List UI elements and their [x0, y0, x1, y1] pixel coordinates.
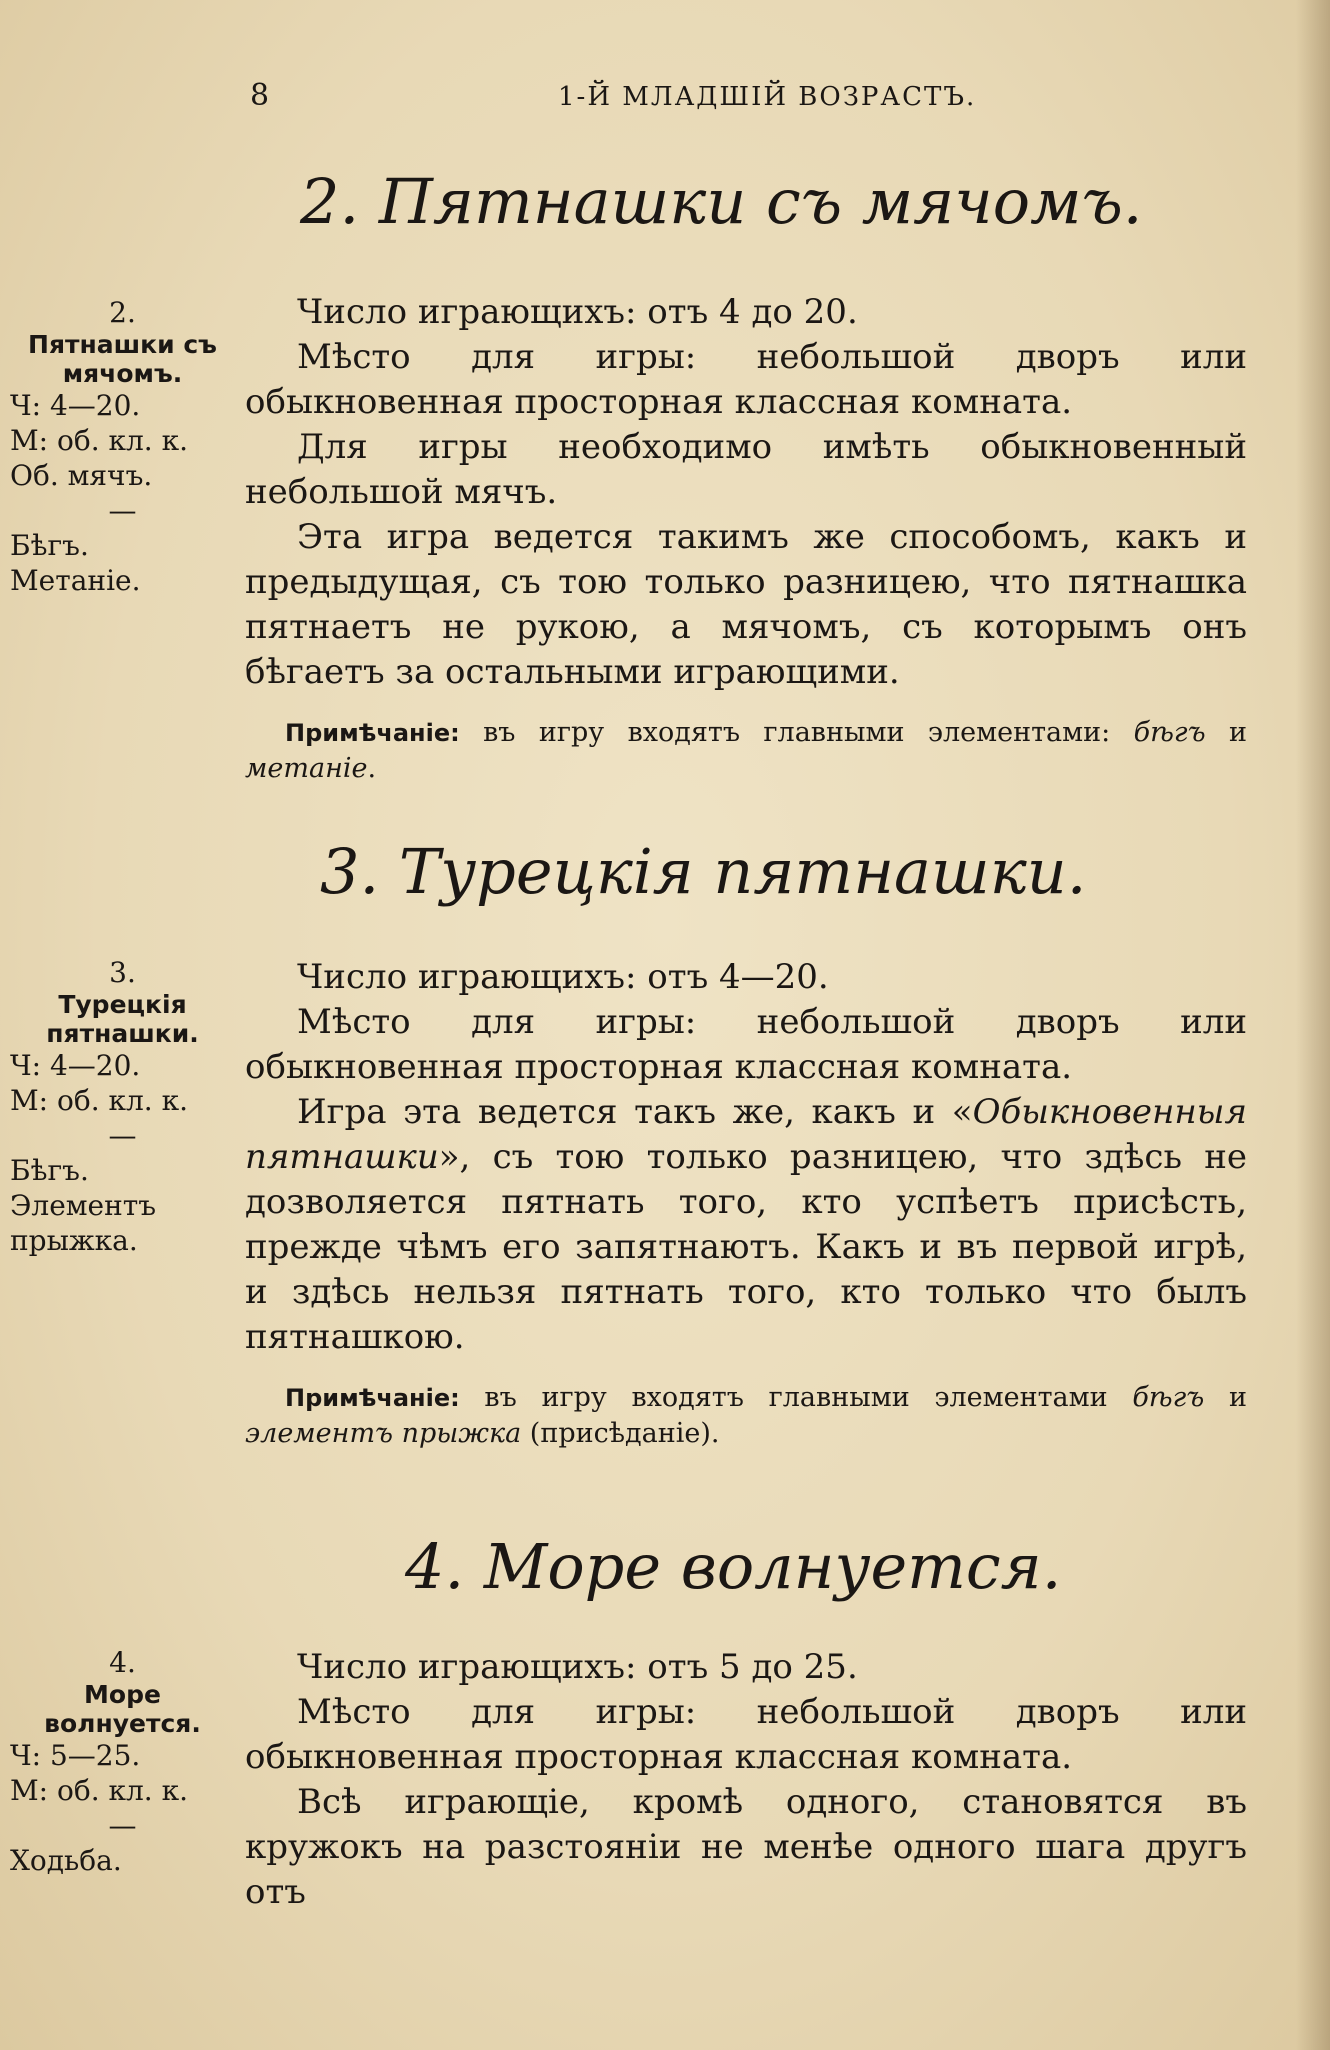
note-tail: . [367, 753, 377, 784]
sidebar-number: 3. [109, 956, 136, 989]
note-conjunction: и [1228, 1382, 1247, 1413]
sidebar-players: Ч: 4—20. [10, 1049, 141, 1082]
paragraph-italic: Обыкновенныя пятнашки [245, 1092, 1247, 1177]
note-tail: (присѣданіе). [529, 1418, 720, 1449]
note-label: Примѣчаніе: [285, 1384, 460, 1412]
note-label: Примѣчаніе: [285, 719, 460, 747]
paragraph: Число играющихъ: отъ 5 до 25. [297, 1647, 858, 1687]
sidebar-players: Ч: 4—20. [10, 389, 141, 422]
note-italic: метаніе [245, 753, 368, 784]
sidebar-place: М: об. кл. к. [10, 1084, 189, 1117]
note-italic: бѣгъ [1133, 717, 1206, 748]
sidebar-element: Бѣгъ. [10, 1154, 89, 1187]
sidebar-equipment: Об. мячъ. [10, 459, 153, 492]
sidebar-dash: — [108, 1809, 137, 1842]
running-head: 1-Й МЛАДШІЙ ВОЗРАСТЪ. [558, 82, 977, 112]
page-number: 8 [250, 78, 270, 113]
section-title-4: 4. Море волнуется. [405, 1530, 1062, 1603]
paragraph [245, 1090, 1247, 1360]
paragraph: Мѣсто для игры: небольшой дворъ или обыкновенная просторная классная комната. [245, 1002, 1247, 1087]
sidebar-section-4 [10, 1645, 235, 1878]
sidebar-element: прыжка. [10, 1224, 138, 1257]
note-italic: элементъ прыжка [245, 1418, 522, 1449]
sidebar-element: Элементъ [10, 1189, 157, 1222]
paragraph: Мѣсто для игры: небольшой дворъ или обыкновенная просторная классная комната. [245, 1692, 1247, 1777]
page-header [0, 78, 1330, 118]
paragraph-end: », съ тою только разницею, что здѣсь не дозволяется пятнать того, кто успѣетъ присѣсть, прежде чѣмъ его запятнаютъ. Какъ и въ первой игрѣ, и здѣсь нельзя пятнать того, кто только что былъ пятнашкою. [245, 1137, 1247, 1357]
sidebar-number: 4. [109, 1646, 136, 1679]
sidebar-game-name: Пятнашки съ мячомъ. [28, 330, 217, 388]
sidebar-element: Бѣгъ. [10, 529, 89, 562]
section-body-4 [245, 1645, 1247, 1915]
note-conjunction: и [1228, 717, 1247, 748]
section-title-2: 2. Пятнашки съ мячомъ. [300, 165, 1143, 238]
note-section-3 [245, 1380, 1247, 1452]
note-section-2 [245, 715, 1247, 787]
paragraph: Всѣ играющіе, кромѣ одного, становятся въ кружокъ на разстояніи не менѣе одного шага другъ отъ [245, 1782, 1247, 1912]
paragraph: Эта игра ведется такимъ же способомъ, какъ и предыдущая, съ тою только разницею, что пятнашка пятнаетъ не рукою, а мячомъ, съ которымъ онъ бѣгаетъ за остальными играющими. [245, 517, 1247, 692]
note-text: въ игру входятъ главными элементами [484, 1382, 1108, 1413]
sidebar-element: Метаніе. [10, 564, 141, 597]
section-body-2 [245, 290, 1247, 695]
sidebar-players: Ч: 5—25. [10, 1739, 141, 1772]
sidebar-section-3 [10, 955, 235, 1258]
page-edge-shadow [1296, 0, 1330, 2050]
sidebar-section-2 [10, 295, 235, 598]
paragraph-start: Игра эта ведется такъ же, какъ и « [297, 1092, 973, 1132]
section-title-3: 3. Турецкія пятнашки. [320, 835, 1087, 908]
sidebar-dash: — [108, 494, 137, 527]
sidebar-place: М: об. кл. к. [10, 1774, 189, 1807]
sidebar-dash: — [108, 1119, 137, 1152]
sidebar-element: Ходьба. [10, 1844, 122, 1877]
sidebar-game-name: Турецкія пятнашки. [46, 990, 199, 1048]
sidebar-place: М: об. кл. к. [10, 424, 189, 457]
sidebar-game-name: Море волнуется. [44, 1680, 201, 1738]
section-body-3 [245, 955, 1247, 1360]
sidebar-number: 2. [109, 296, 136, 329]
note-text: въ игру входятъ главными элементами: [483, 717, 1111, 748]
paragraph: Для игры необходимо имѣть обыкновенный небольшой мячъ. [245, 427, 1247, 512]
note-italic: бѣгъ [1132, 1382, 1205, 1413]
paragraph: Мѣсто для игры: небольшой дворъ или обыкновенная просторная классная комната. [245, 337, 1247, 422]
paragraph: Число играющихъ: отъ 4—20. [297, 957, 829, 997]
paragraph: Число играющихъ: отъ 4 до 20. [297, 292, 858, 332]
